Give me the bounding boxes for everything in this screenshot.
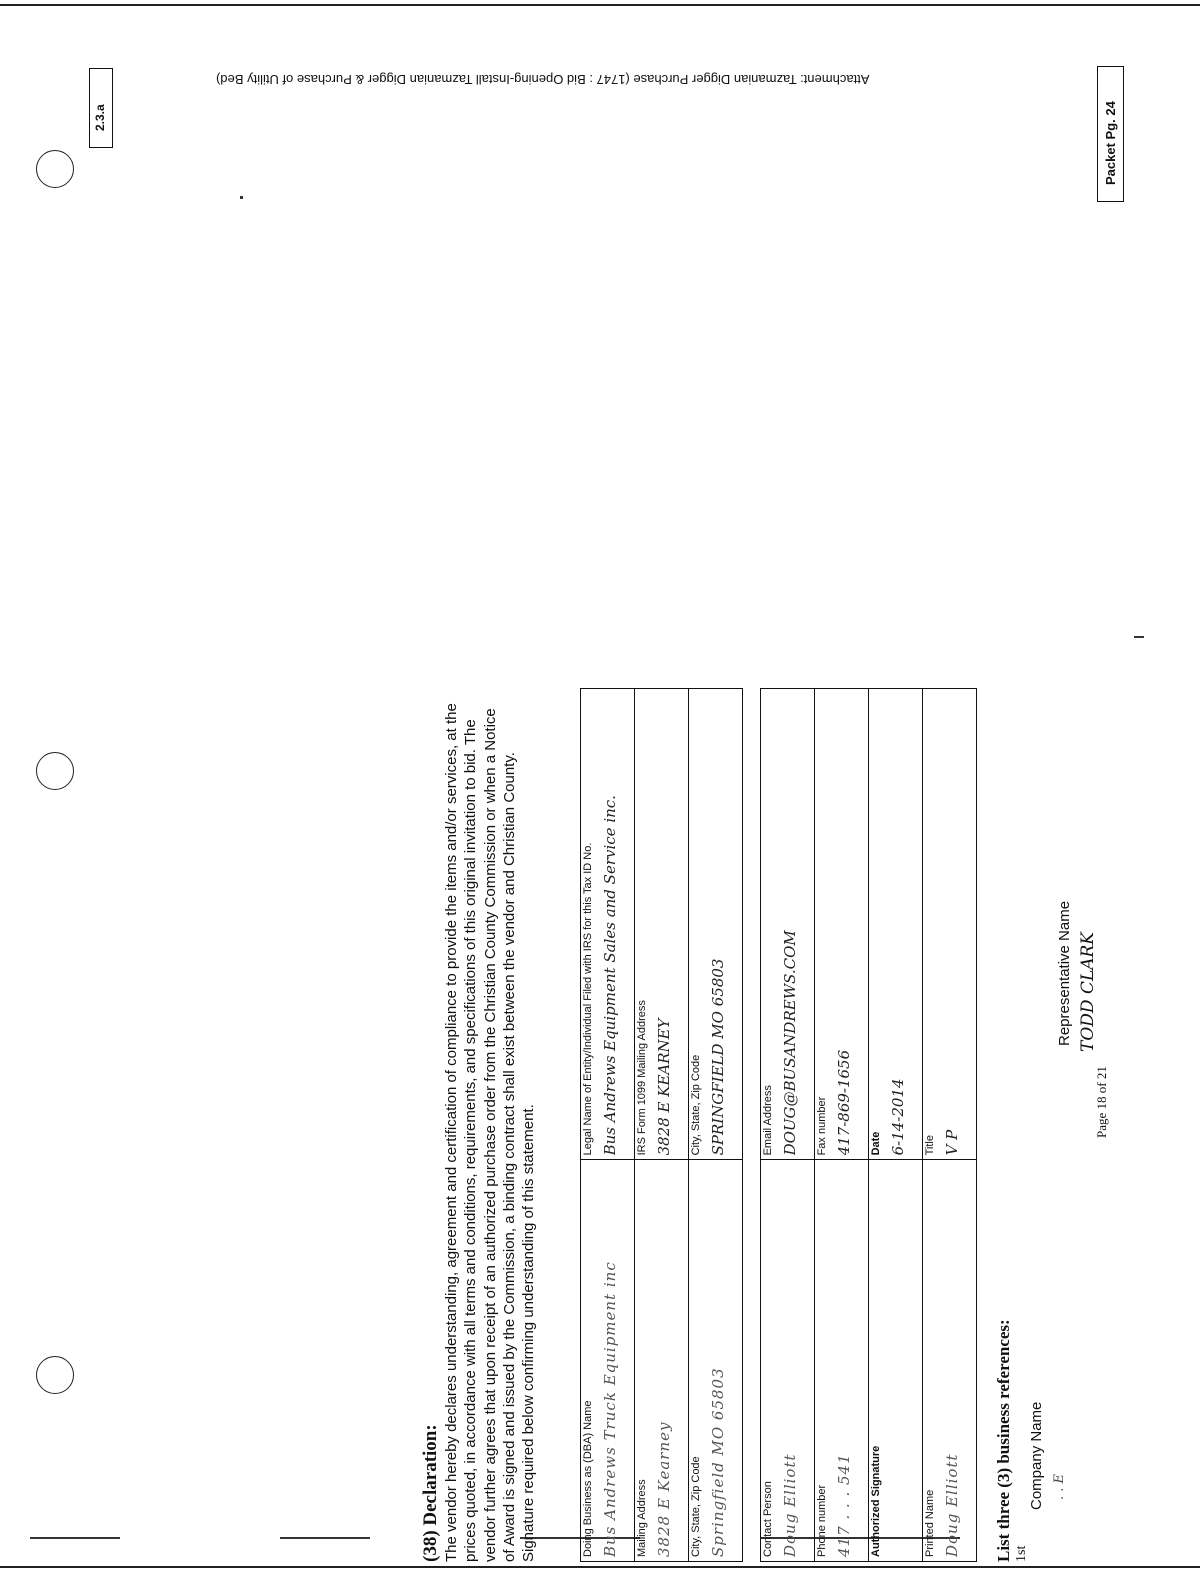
vendor-info-table [580, 688, 743, 1562]
section-tag: 2.3.a [89, 68, 113, 148]
email-cell [761, 689, 815, 1160]
title-label: Title [924, 1135, 936, 1156]
company-name-label: Company Name [1028, 1401, 1045, 1510]
legal-name-label: Legal Name of Entity/Individual Filed with IRS for this Tax ID No. [582, 842, 594, 1156]
punch-hole-bottom [36, 1356, 74, 1394]
scan-speck [1134, 636, 1144, 638]
mailing-address-label: Mailing Address [636, 1479, 648, 1557]
punch-hole-top [36, 150, 74, 188]
date-label: Date [870, 1131, 882, 1156]
packet-page-tag: Packet Pg. 24 [1097, 66, 1124, 202]
irs-address-label: IRS Form 1099 Mailing Address [636, 1000, 648, 1156]
contact-person-cell [761, 1160, 815, 1562]
declaration-body: The vendor hereby declares understanding, agreement and certification of compliance to provide the items and/or services, at the prices quoted, in accordance with all terms and conditions, requirements, and specifications of this original invitation to bid. The vendor further agrees that upon receipt of an authorized purchase order from the Christian County Commission or when a Notice of Award is signed and issued by the Commission, a binding contract shall exist between the vendor and Christian County. Signature required below confirming understanding of this statement. [443, 703, 538, 1562]
dba-label: Doing Business as (DBA) Name [582, 1400, 594, 1557]
page-bottom-border [0, 1566, 1200, 1568]
phone-label: Phone number [816, 1484, 828, 1557]
scan-speck [280, 1537, 370, 1539]
attachment-header: Attachment: Tazmanian Digger Purchase (1747 : Bid Opening-Install Tazmanian Digger & Purchase of Utility Bed) [216, 72, 870, 87]
declaration-title: (38) Declaration: [420, 1424, 441, 1562]
printed-name-label: Printed Name [924, 1489, 936, 1557]
scan-speck [240, 196, 243, 199]
page-top-border [0, 4, 1200, 6]
email-value: DOUG@BUSANDREWS.COM [781, 930, 799, 1156]
legal-name-value: Bus Andrews Equipment Sales and Service inc. [601, 795, 619, 1156]
references-title: List three (3) business references: [994, 1319, 1013, 1562]
city-state-zip-cell [689, 1160, 743, 1562]
contact-person-value: Doug Elliott [781, 1453, 799, 1557]
irs-city-state-zip-label: City, State, Zip Code [690, 1054, 702, 1156]
printed-name-value: Doug Elliott [943, 1453, 961, 1557]
fax-label: Fax number [816, 1096, 828, 1156]
irs-city-state-zip-cell [689, 689, 743, 1160]
title-cell [923, 689, 977, 1160]
mailing-address-cell [635, 1160, 689, 1562]
mailing-address-value: 3828 E Kearney [655, 1421, 673, 1557]
irs-address-value: 3828 E KEARNEY [655, 1018, 673, 1156]
irs-address-cell [635, 689, 689, 1160]
date-value: 6-14-2014 [889, 1078, 907, 1156]
phone-cell [815, 1160, 869, 1562]
first-reference-label: 1st [1014, 1545, 1029, 1562]
rotated-form [420, 682, 1029, 1562]
fax-cell [815, 689, 869, 1160]
dba-cell [581, 1160, 635, 1562]
signature-cell [869, 1160, 923, 1562]
contact-person-label: Contact Person [762, 1481, 774, 1557]
contact-info-table [760, 688, 977, 1562]
dba-value: Bus Andrews Truck Equipment inc [601, 1261, 619, 1557]
signature-label: Authorized Signature [870, 1445, 882, 1557]
city-state-zip-value: Springfield MO 65803 [709, 1367, 727, 1557]
scan-speck [30, 1537, 120, 1539]
email-label: Email Address [762, 1085, 774, 1156]
punch-hole-middle [36, 752, 74, 790]
fax-value: 417-869-1656 [835, 1049, 853, 1156]
page-number: Page 18 of 21 [1094, 1066, 1109, 1138]
irs-city-state-zip-value: SPRINGFIELD MO 65803 [709, 958, 727, 1156]
representative-name-label: Representative Name [1056, 900, 1073, 1046]
printed-name-cell [923, 1160, 977, 1562]
phone-value: 417 . . . 541 [835, 1453, 853, 1557]
date-cell [869, 689, 923, 1160]
title-value: V P [943, 1129, 961, 1156]
city-state-zip-label: City, State, Zip Code [690, 1456, 702, 1557]
legal-name-cell [581, 689, 635, 1160]
company-name-value: . . E [1052, 1473, 1067, 1500]
representative-name-value: TODD CLARK [1078, 931, 1098, 1052]
